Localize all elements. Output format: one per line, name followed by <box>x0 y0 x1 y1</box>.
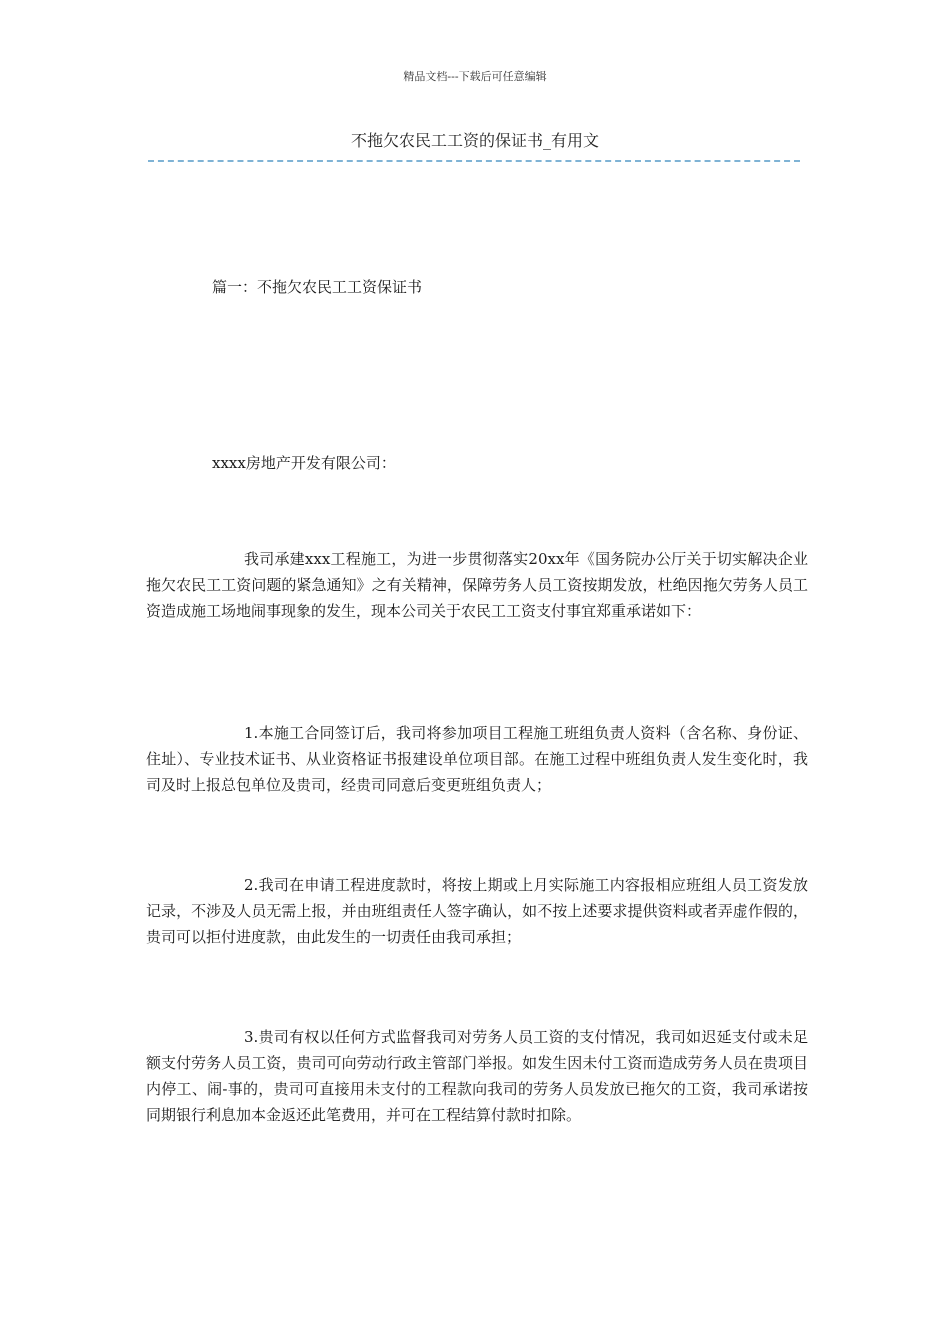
document-title: 不拖欠农民工工资的保证书_有用文 <box>350 131 599 150</box>
clause-paragraph-2: 2.我司在申请工程进度款时，将按上期或上月实际施工内容报相应班组人员工资发放记录，不涉及人员无需上报，并由班组责任人签字确认，如不按上述要求提供资料或者弄虚作假的，贵司可以拒付进度款，由此发生的一切责任由我司承担； <box>146 876 808 946</box>
clause-paragraph-1: 1.本施工合同签订后，我司将参加项目工程施工班组负责人资料（含名称、身份证、住址）、专业技术证书、从业资格证书报建设单位项目部。在施工过程中班组负责人发生变化时，我司及时上报总包单位及贵司，经贵司同意后变更班组负责人； <box>146 724 808 794</box>
running-header: 精品文档---下载后可任意编辑 <box>403 70 547 83</box>
title-divider <box>148 160 800 162</box>
addressee-line: xxxx房地产开发有限公司： <box>212 454 396 472</box>
clause-paragraph-3: 3.贵司有权以任何方式监督我司对劳务人员工资的支付情况，我司如迟延支付或未足额支付劳务人员工资，贵司可向劳动行政主管部门举报。如发生因未付工资而造成劳务人员在贵项目内停工、闹-事的，贵司可直接用未支付的工程款向我司的劳务人员发放已拖欠的工资，我司承诺按同期银行利息加本金返还此笔费用，并可在工程结算付款时扣除。 <box>146 1028 808 1124</box>
section-heading: 篇一：不拖欠农民工工资保证书 <box>212 278 423 296</box>
intro-paragraph: 我司承建xxx工程施工，为进一步贯彻落实20xx年《国务院办公厅关于切实解决企业拖欠农民工工资问题的紧急通知》之有关精神，保障劳务人员工资按期发放，杜绝因拖欠劳务人员工资造成施工场地闹事现象的发生，现本公司关于农民工工资支付事宜郑重承诺如下： <box>146 550 808 620</box>
